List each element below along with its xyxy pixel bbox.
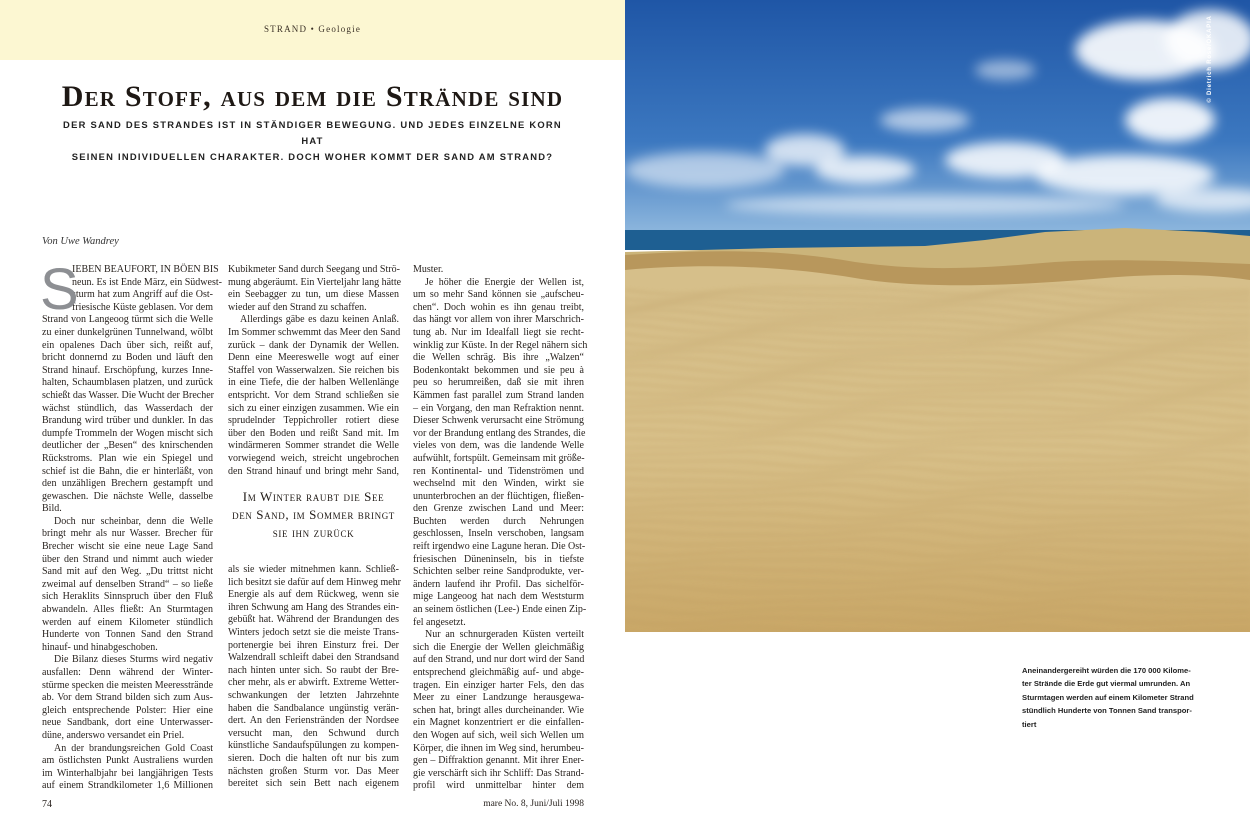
body-text-line: Im Sommer schwemmt das Meer den Sand bbox=[228, 326, 401, 338]
body-text-line: Die Bilanz dieses Sturms wird negativ bbox=[54, 654, 213, 666]
body-text-line: – ein Vorgang, den man Refraktion nennt. bbox=[413, 402, 584, 414]
body-text-line: Hunderte von Tonnen Sand den Strand bbox=[42, 629, 213, 641]
body-text-line: Buchten werden durch Nehrungen bbox=[413, 515, 584, 527]
body-text-line: die Wellen schräg. Bis ihre „Walzen“ bbox=[413, 352, 584, 364]
body-text-line: IEBEN BEAUFORT, IN BÖEN BIS bbox=[72, 264, 219, 275]
drop-cap: S bbox=[40, 257, 79, 322]
body-text-line: schießt das Wasser. Die Wucht der Brecher bbox=[42, 389, 214, 401]
body-text-line: über den Boden und reißt Sand mit. Im bbox=[228, 427, 399, 439]
body-text-line: lich besitzt sie dafür auf dem Hinweg mehr bbox=[228, 576, 401, 588]
photo-caption bbox=[1022, 664, 1212, 731]
body-text-line: ren Kontinental- und Tidenströmen und bbox=[413, 465, 584, 477]
body-text-line: Schichten selber reine Sandprodukte, ver- bbox=[413, 566, 584, 578]
pull-quote-line: sie ihn zurück bbox=[272, 525, 355, 540]
body-text-line: Kämmen fast parallel zum Strand landen bbox=[413, 389, 584, 401]
body-text-line: Rückstroms. Plan wie ein Spiegel und bbox=[42, 452, 213, 464]
article-title: Der Stoff, aus dem die Strände sind bbox=[61, 80, 564, 113]
body-text-line: versucht man, den Schwund durch bbox=[228, 727, 399, 739]
caption-line: stündlich Hunderte von Tonnen Sand transpor- bbox=[1022, 706, 1192, 716]
body-text-line: Muster. bbox=[413, 264, 444, 275]
body-text-line: Kubikmeter Sand durch Seegang und Strö- bbox=[228, 264, 400, 275]
body-text-line: zu einer dunkelgrünen Tunnelwand, wölbt bbox=[42, 326, 213, 338]
body-text-line: auf einem Strandkilometer 1,6 Millionen bbox=[42, 780, 213, 792]
body-text-line: peu so herumreißen, daß sie mit ihren bbox=[413, 377, 584, 389]
body-text-line: als sie wieder mitnehmen kann. Schließ- bbox=[228, 564, 399, 576]
body-text-line: Nur an schnurgeraden Küsten verteilt bbox=[425, 629, 584, 641]
body-text-line: gen – Diffraktion genannt. Mit ihrer Ener- bbox=[413, 755, 584, 767]
body-text-line: sich zu einer einzigen zusammen. Wie ein bbox=[228, 402, 399, 414]
byline: Von Uwe Wandrey bbox=[42, 236, 119, 247]
photo-credit: © Dietrich Rose/OKAPIA bbox=[1207, 15, 1213, 103]
body-text-line: vor der Brandung entlang des Strandes, die bbox=[413, 427, 586, 439]
body-text-line: wächst stündlich, das Wasserdach der bbox=[42, 402, 213, 414]
body-text-line: neue Sandbank, dort eine Unterwasser- bbox=[42, 717, 213, 729]
body-text-line: im Winterhalbjahr bei langjährigen Tests bbox=[42, 767, 213, 779]
body-text-line: Brecher wischt sie eine neue Lage Sand bbox=[42, 541, 213, 553]
body-text-line: friesischen Düneninseln, bis in tiefste bbox=[413, 553, 584, 565]
body-text-line: sprudelnder Teppichroller rotiert diese bbox=[228, 415, 399, 427]
body-text-line: ab. Vor dem Strand bilden sich zum Aus- bbox=[42, 692, 213, 704]
body-text-line: ein Seebagger zu tun, um diese Massen bbox=[228, 289, 399, 301]
body-text-line: den Strand hinauf und bringt mehr Sand, bbox=[228, 465, 399, 477]
body-text-line: Je höher die Energie der Wellen ist, bbox=[425, 276, 584, 288]
body-text-line: bricht donnernd zu Boden und läuft den bbox=[42, 352, 213, 364]
body-text-line: Körper, die ihnen im Weg sind, herumbeu- bbox=[413, 742, 584, 754]
body-text-line: ausfallen: Denn während der Winter- bbox=[42, 667, 213, 678]
body-text-line: neun. Es ist Ende März, ein Südwest- bbox=[72, 276, 222, 288]
body-text-line: sich die Energie der Wellen gleichmäßig bbox=[413, 641, 584, 653]
body-text-line: mung abgeräumt. Ein Vierteljahr lang hätte bbox=[228, 276, 402, 288]
body-text-line: den unzähligen Brechern gestampft und bbox=[42, 478, 213, 490]
body-text-line: werden auf einem Kilometer stündlich bbox=[42, 616, 213, 628]
body-text-line: Brandung wird trüber und dunkler. In das bbox=[42, 415, 213, 427]
subtitle-line: DER SAND DES STRANDES IST IN STÄNDIGER BEWEGUNG. UND JEDES EINZELNE KORN HAT bbox=[63, 119, 562, 146]
pull-quote bbox=[228, 488, 399, 542]
dune-photo bbox=[625, 0, 1250, 632]
body-text-line: den Wogen auf sich, weil sich Wellen um bbox=[413, 729, 584, 741]
body-text-line: gebüßt hat. Während der Brandungen des bbox=[228, 614, 399, 626]
body-text-line: Strand von Langeoog türmt sich die Welle bbox=[42, 314, 213, 326]
body-text-line: Bodenkontakt bekommen und sie peu à bbox=[413, 364, 584, 376]
body-text-line: Bild. bbox=[42, 503, 62, 515]
body-text-line: vorwiegend weich, streicht ungebrochen bbox=[228, 452, 399, 464]
body-text-line: an seinem östlichen (Lee-) Ende einen Zip- bbox=[413, 604, 587, 616]
body-text-line: winklig zur Küste. In der Regel nähern sich bbox=[413, 339, 588, 351]
body-text-line: nach hinten unter sich. So raubt der Bre- bbox=[228, 664, 399, 676]
body-text-line: hinauf- und hinabgeschoben. bbox=[42, 641, 158, 653]
body-text-line: friesische Küste geblasen. Vor dem bbox=[72, 301, 213, 313]
pull-quote-line: den Sand, im Sommer bringt bbox=[232, 507, 395, 522]
article-subtitle bbox=[60, 117, 565, 165]
caption-line: tiert bbox=[1022, 719, 1037, 729]
subtitle-line: SEINEN INDIVIDUELLEN CHARAKTER. DOCH WOHER KOMMT DER SAND AM STRAND? bbox=[71, 151, 554, 162]
caption-line: Aneinandergereiht würden die 170 000 Kilome- bbox=[1022, 666, 1191, 675]
body-text-line: aufwühlt, fortspült. Gemeinsam mit größe- bbox=[413, 452, 585, 464]
body-text-line: schief ist die Bahn, die er hinterläßt, von bbox=[42, 465, 213, 477]
body-text-line: dert. An den Ferienstränden der Nordsee bbox=[228, 715, 399, 727]
body-text-line: ändern laufend ihr Profil. Das sichelför- bbox=[413, 578, 584, 590]
text-column-1 bbox=[40, 257, 222, 793]
body-text-line: halten, Schaumblasen platzen, und zurück bbox=[42, 377, 213, 389]
body-text-line: dumpfe Trommeln der Wogen mischt sich bbox=[42, 427, 213, 439]
issue-footer: mare No. 8, Juni/Juli 1998 bbox=[483, 799, 584, 809]
body-text-line: zweimal auf denselben Strand“ – so ließe bbox=[42, 578, 213, 590]
body-text-line: entsprechend gleichmäßig auf- und abge- bbox=[413, 667, 584, 678]
body-text-line: um so mehr Sand können sie „aufscheu- bbox=[413, 289, 584, 301]
body-text-line: sich Heraklits Sinnspruch über den Fluß bbox=[42, 591, 213, 603]
body-text-line: den Grenze zwischen Land und Meer: bbox=[413, 503, 584, 515]
caption-line: ter Strände die Erde gut viermal umrunden. An bbox=[1022, 679, 1191, 689]
body-text-line: sieren. Doch die halten oft nur bis zum bbox=[228, 753, 399, 764]
body-text-line: bringt mehr als nur Wasser. Brecher für bbox=[42, 528, 213, 540]
body-text-line: deutlicher der „Besen“ des knirschenden bbox=[42, 440, 213, 452]
text-column-3 bbox=[413, 264, 588, 793]
body-text-line: schwankungen der letzten Jahrzehnte bbox=[228, 690, 399, 702]
body-text-line: über den Strand und nimmt auch wieder bbox=[42, 553, 213, 565]
body-text-line: Doch nur scheinbar, denn die Welle bbox=[54, 515, 213, 527]
body-text-line: am östlichsten Punkt Australiens wurden bbox=[42, 755, 213, 767]
body-text-line: ununterbrochen an der flüchtigen, fließen- bbox=[413, 490, 584, 502]
body-text-line: reift irgendwo eine Lagune heran. Die Ost- bbox=[413, 541, 586, 553]
body-text-line: vieles von dem, was die landende Welle bbox=[413, 440, 584, 452]
body-text-line: An der brandungsreichen Gold Coast bbox=[54, 742, 213, 754]
body-text-line: ihren Schwung am Hang des Strandes ein- bbox=[228, 601, 399, 613]
body-text-line: portenergie bei ihren Einsturz frei. Der bbox=[228, 639, 399, 651]
body-text-line: profil wird unmittelbar hinter dem bbox=[413, 780, 584, 792]
body-text-line: Walzendrall schleift dabei den Strandsand bbox=[228, 652, 399, 664]
body-text-line: stürme specken die meisten Meeresstrände bbox=[42, 679, 214, 691]
body-text-line: nächsten großen Sturm vor. Das Meer bbox=[228, 765, 399, 777]
body-text-line: gewaschen. Die nächste Welle, dasselbe bbox=[42, 490, 213, 502]
body-text-line: Sand mit auf den Weg. „Du trittst nicht bbox=[42, 566, 213, 578]
body-text-line: windärmeren Sommer strandet die Welle bbox=[228, 440, 399, 452]
body-text-line: Winters jedoch setzt sie die meiste Trans- bbox=[228, 627, 399, 639]
body-text-line: Energie als auf dem Rückweg, wenn sie bbox=[228, 589, 399, 601]
body-text-line: haben die Sandbalance ungünstig verän- bbox=[228, 702, 399, 714]
body-text-line: auf den Strand, und nur dort wird der Sand bbox=[413, 654, 585, 666]
body-text-line: chen“. Doch wohin es ihn genau treibt, bbox=[413, 301, 584, 313]
body-text-line: gleich entsprechende Polster: Hier eine bbox=[42, 704, 213, 716]
page-number: 74 bbox=[42, 799, 52, 810]
body-text-line: düne, anderswo versandet ein Priel. bbox=[42, 729, 185, 741]
body-text-line: Strand hinauf. Erschöpfung, kurzes Inne- bbox=[42, 364, 213, 376]
body-text-line: in eine Tiefe, die der halben Wellenlänge bbox=[228, 377, 399, 389]
body-text-line: bereitet sich sein Bett nach eigenem bbox=[228, 778, 399, 790]
body-text-line: das hängt vor allem von ihrer Marschrich- bbox=[413, 314, 584, 326]
body-text-line: ein Magnet konzentriert er die einfallen- bbox=[413, 717, 584, 729]
body-text-line: schen hat, bringt alles durcheinander. Wie bbox=[413, 704, 584, 716]
pull-quote-line: Im Winter raubt die See bbox=[242, 489, 385, 504]
body-text-line: tragen. Ein einziger harter Fels, den das bbox=[413, 679, 584, 691]
body-text-line: abwandeln. Alles fließt: An Sturmtagen bbox=[42, 604, 213, 616]
body-text-line: künstliche Sandaufspülungen zu kompen- bbox=[228, 740, 399, 752]
body-text-line: wechselnd mit den Winden, wirkt sie bbox=[413, 478, 584, 490]
body-text-line: Meer zu einer Landzunge herausgewa- bbox=[413, 692, 584, 704]
caption-line: Sturmtagen werden auf einem Kilometer Strand bbox=[1022, 692, 1194, 702]
body-text-line: Staffel von Wasserwalzen. Sie reichen bis bbox=[228, 364, 399, 376]
body-text-line: Denn eine Meereswelle wogt auf einer bbox=[228, 352, 399, 364]
body-text-line: zurück – dank der Dynamik der Wellen. bbox=[228, 339, 399, 351]
body-text-line: Dieser Schwenk verursacht eine Strömung bbox=[413, 415, 584, 427]
body-text-line: cher mehr, als er abwirft. Extreme Wetter- bbox=[228, 677, 399, 689]
body-text-line: gie verschärft sich ihr Schliff: Das Strand- bbox=[413, 767, 584, 779]
body-text-line: tung ab. Nur im Idealfall liegt sie recht- bbox=[413, 326, 584, 338]
body-text-line: mige Langeoog hat nach dem Weststurm bbox=[413, 591, 584, 603]
section-label: STRAND • Geologie bbox=[263, 24, 362, 34]
body-text-line: Allerdings gäbe es dazu keinen Anlaß. bbox=[240, 314, 399, 326]
body-text-line: entspricht. Vor dem Strand schließen sie bbox=[228, 389, 399, 401]
body-text-line: fel angesetzt. bbox=[413, 616, 466, 628]
body-text-line: sturm hat zum Angriff auf die Ost- bbox=[72, 289, 213, 301]
body-text-line: geschlossen, Inseln verschoben, langsam bbox=[413, 528, 584, 540]
body-text-line: ein opalenes Dach über sich, reißt auf, bbox=[42, 339, 213, 351]
body-text-line: wieder auf den Strand zu schaffen. bbox=[228, 301, 367, 313]
